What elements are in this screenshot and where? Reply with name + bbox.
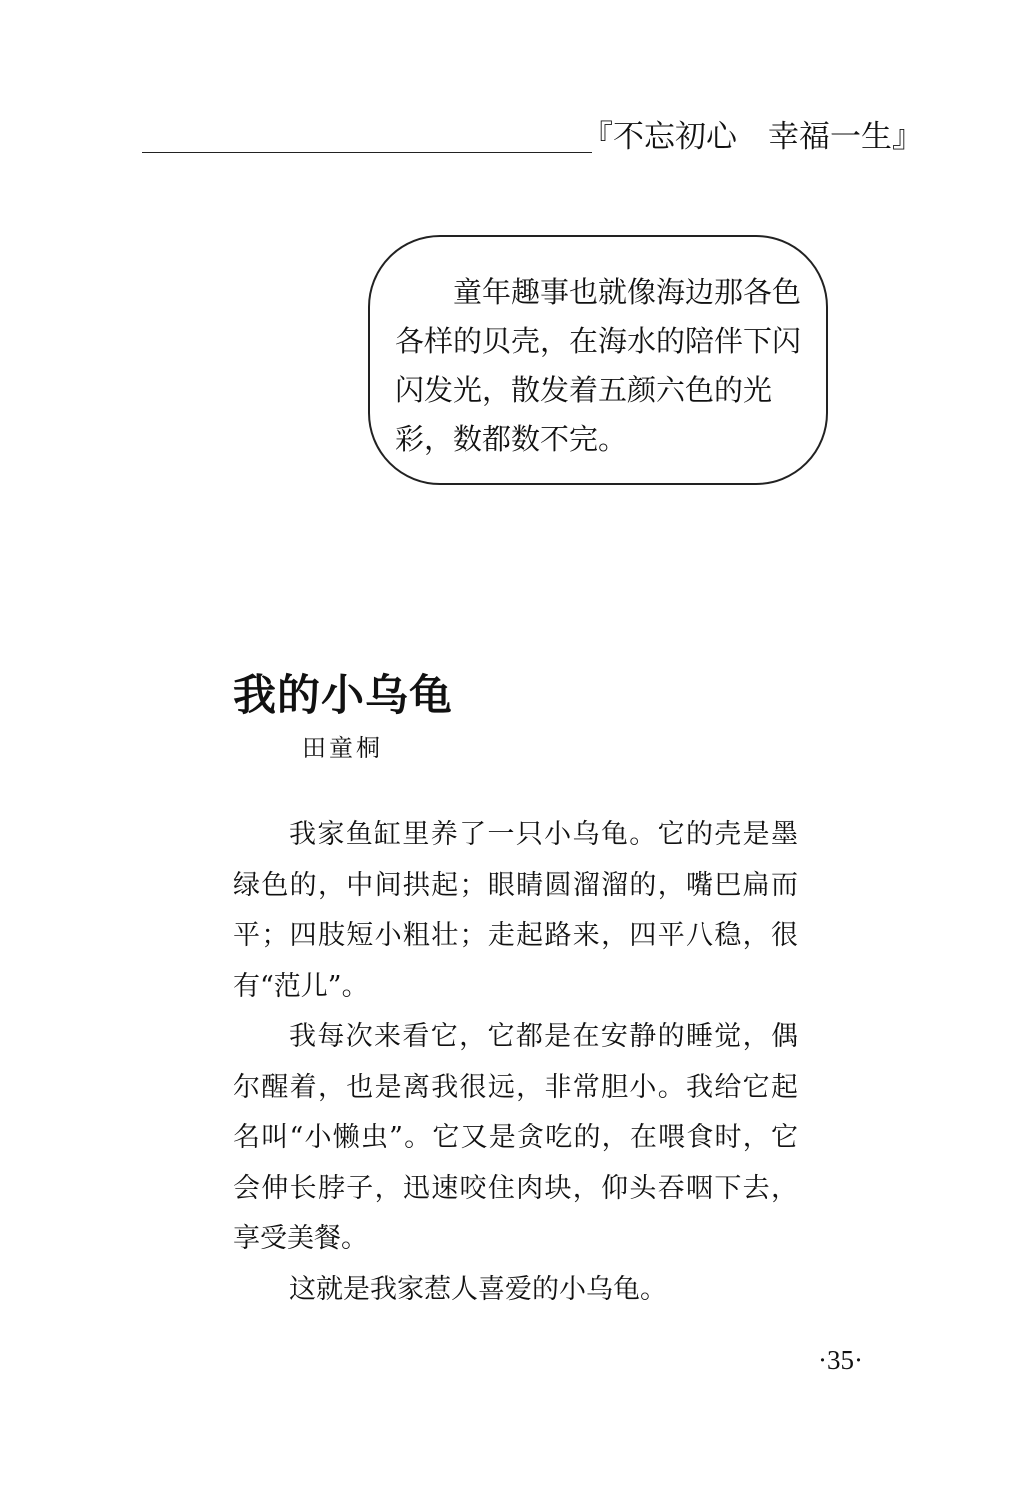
header-rule xyxy=(142,152,592,153)
page-number: ·35· xyxy=(818,1345,863,1375)
quote-text: 童年趣事也就像海边那各色各样的贝壳，在海水的陪伴下闪闪发光，散发着五颜六色的光彩，数都数不完。 xyxy=(395,275,802,456)
article-author: 田童桐 xyxy=(302,734,383,762)
paragraph: 我每次来看它，它都是在安静的睡觉，偶尔醒着，也是离我很远，非常胆小。我给它起名叫“小懒虫”。它又是贪吃的，在喂食时，它会伸长脖子，迅速咬住肉块，仰头吞咽下去，享受美餐。 xyxy=(233,1021,798,1254)
running-header-title: 『不忘初心 幸福一生』 xyxy=(582,119,923,155)
article-title: 我的小乌龟 xyxy=(233,671,453,721)
paragraph: 我家鱼缸里养了一只小乌龟。它的壳是墨绿色的，中间拱起；眼睛圆溜溜的，嘴巴扁而平；四肢短小粗壮；走起路来，四平八稳，很有“范儿”。 xyxy=(233,819,798,1002)
article-body xyxy=(233,810,798,1315)
paragraph: 这就是我家惹人喜爱的小乌龟。 xyxy=(289,1273,667,1305)
